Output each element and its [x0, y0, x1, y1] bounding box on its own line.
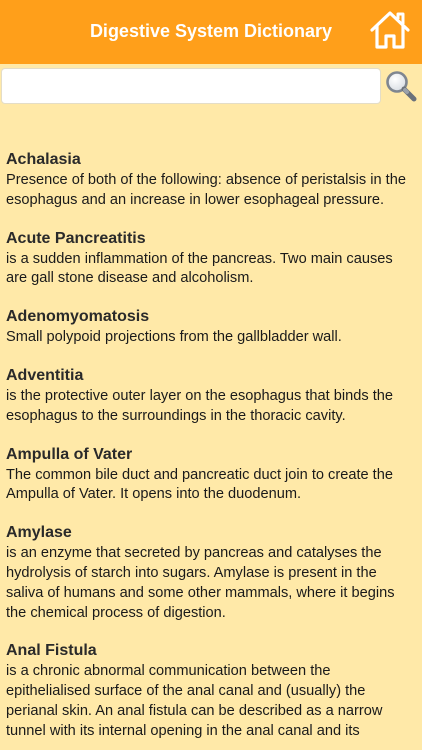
page-title: Digestive System Dictionary [89, 21, 333, 41]
app-header [0, 0, 422, 64]
list-item[interactable] [0, 150, 422, 211]
list-item[interactable] [0, 641, 422, 741]
list-item[interactable] [0, 445, 422, 506]
entry-term: Anal Fistula [6, 642, 97, 660]
dictionary-list[interactable] [0, 150, 422, 750]
entry-definition: is the protective outer layer on the esophagus that binds the esophagus to the surroundings in the thoracic cavity. [6, 387, 393, 424]
entry-term: Adventitia [6, 366, 84, 384]
search-button[interactable] [383, 67, 419, 105]
entry-term: Adenomyomatosis [6, 308, 150, 326]
search-bar [0, 64, 422, 110]
list-item[interactable] [0, 366, 422, 427]
entry-definition: is a chronic abnormal communication between the epithelialised surface of the anal canal and (usually) the perianal skin. An anal fistula can be described as a narrow tunnel with its internal opening in the anal canal and its [6, 663, 383, 739]
entry-term: Amylase [6, 524, 72, 542]
magnifier-icon [384, 69, 418, 103]
entry-term: Acute Pancreatitis [6, 229, 146, 247]
list-item[interactable] [0, 229, 422, 290]
entry-definition: is an enzyme that secreted by pancreas and catalyses the hydrolysis of starch into sugars. Amylase is present in the saliva of humans and some other mammals, where it begins the chemical process of digestion. [6, 545, 395, 621]
search-input[interactable] [1, 68, 381, 104]
home-button[interactable] [366, 6, 414, 54]
entry-term: Ampulla of Vater [6, 445, 133, 463]
entry-term: Achalasia [6, 151, 81, 168]
entry-definition: is a sudden inflammation of the pancreas. Two main causes are gall stone disease and alcoholism. [6, 250, 393, 287]
list-item[interactable] [0, 523, 422, 623]
entry-definition: Presence of both of the following: absence of peristalsis in the esophagus and an increase in lower esophageal pressure. [6, 172, 406, 208]
entry-definition: The common bile duct and pancreatic duct join to create the Ampulla of Vater. It opens into the duodenum. [6, 466, 393, 503]
list-item[interactable] [0, 307, 422, 348]
home-icon [369, 10, 411, 50]
entry-definition: Small polypoid projections from the gallbladder wall. [6, 329, 342, 346]
